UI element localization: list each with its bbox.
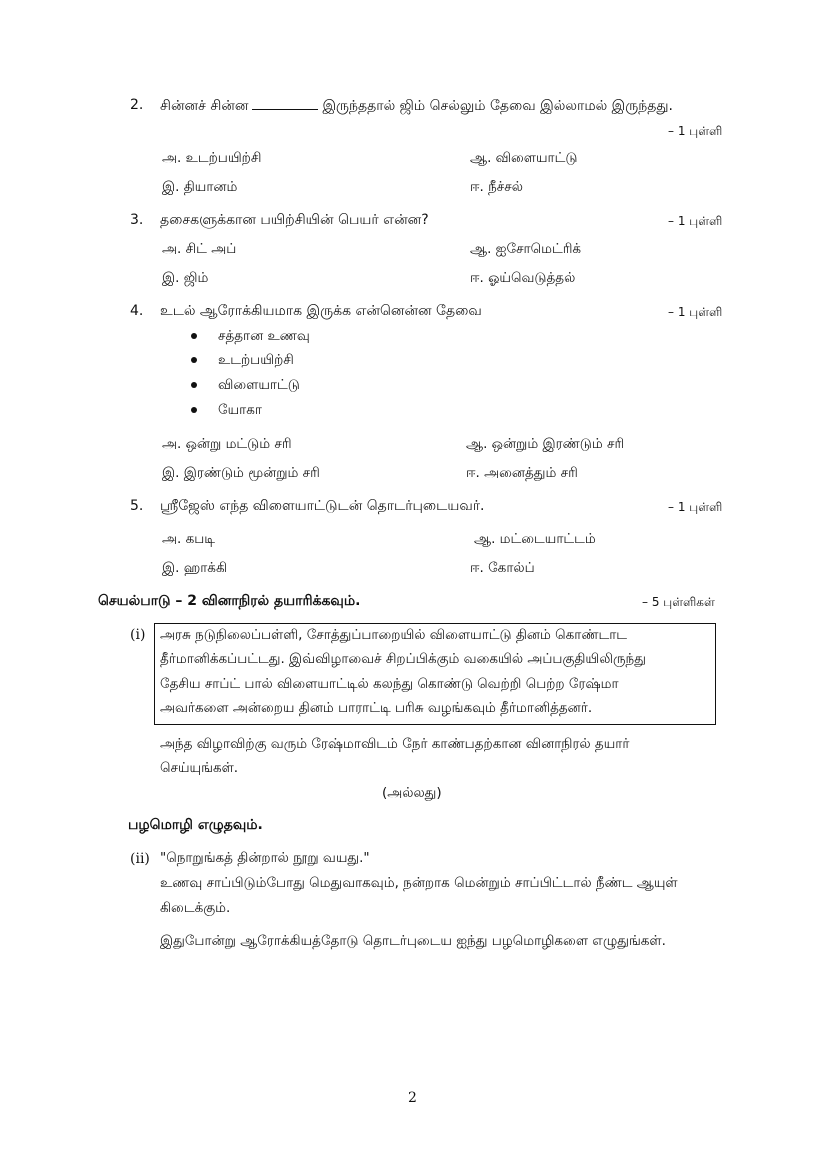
question-text: [160, 97, 673, 116]
proverb-heading: பழமொழி எழுதவும்.: [128, 817, 263, 833]
question-text-after: இருந்ததால் ஜிம் செல்லும் தேவை இல்லாமல் இருந்தது.: [322, 98, 673, 114]
option-a: அ. ஒன்று மட்டும் சரி: [162, 436, 292, 452]
option-a: அ. உடற்பயிற்சி: [162, 150, 262, 166]
bullet-item: சத்தான உணவு: [218, 328, 310, 344]
bullet-item: உடற்பயிற்சி: [218, 352, 294, 368]
option-b: ஆ. மட்டையாட்டம்: [474, 531, 596, 547]
option-b: ஆ. விளையாட்டு: [470, 150, 578, 166]
marks-label: – 1 புள்ளி: [668, 305, 723, 319]
option-a: அ. சிட் அப்: [162, 241, 237, 257]
or-label: (அல்லது): [382, 785, 442, 801]
item-number: (ii): [130, 851, 150, 867]
instruction-line: அந்த விழாவிற்கு வரும் ரேஷ்மாவிடம் நேர் காண்பதற்கான வினாநிரல் தயார்: [160, 736, 630, 752]
marks-label: – 1 புள்ளி: [668, 124, 723, 138]
answer-blank: [252, 97, 318, 110]
proverb-explanation: உணவு சாப்பிடும்போது மெதுவாகவும், நன்றாக மென்றும் சாப்பிட்டால் நீண்ட ஆயுள்: [160, 875, 678, 891]
question-number: 5.: [130, 498, 144, 514]
option-c: இ. ஹாக்கி: [162, 560, 228, 576]
question-text-before: சின்னச் சின்ன: [160, 98, 249, 114]
passage-line: அரசு நடுநிலைப்பள்ளி, சோத்துப்பாறையில் விளையாட்டு தினம் கொண்டாட: [160, 627, 628, 643]
option-d: ஈ. கோல்ப்: [470, 560, 535, 576]
item-number: (i): [130, 627, 146, 643]
option-c: இ. ஜிம்: [162, 270, 209, 286]
question-text: தசைகளுக்கான பயிற்சியின் பெயர் என்ன?: [160, 212, 429, 228]
final-instruction: இதுபோன்று ஆரோக்கியத்தோடு தொடர்புடைய ஐந்து பழமொழிகளை எழுதுங்கள்.: [160, 933, 666, 949]
option-a: அ. கபடி: [162, 531, 216, 547]
bullet-dot: [191, 407, 197, 413]
bullet-dot: [191, 382, 197, 388]
option-c: இ. இரண்டும் மூன்றும் சரி: [162, 465, 320, 481]
page-number: 2: [408, 1090, 417, 1106]
proverb-quote: "நொறுங்கத் தின்றால் நூறு வயது.": [160, 850, 370, 866]
marks-label: – 1 புள்ளி: [668, 214, 723, 228]
question-text: ஸ்ரீஜேஸ் எந்த விளையாட்டுடன் தொடர்புடையவர்.: [160, 498, 485, 514]
instruction-line: செய்யுங்கள்.: [160, 760, 239, 776]
question-text: உடல் ஆரோக்கியமாக இருக்க என்னென்ன தேவை: [160, 303, 482, 319]
option-d: ஈ. ஓய்வெடுத்தல்: [470, 270, 576, 286]
passage-line: தேசிய சாப்ட் பால் விளையாட்டில் கலந்து கொண்டு வெற்றி பெற்ற ரேஷ்மா: [160, 676, 619, 692]
activity-title: செயல்பாடு – 2 வினாநிரல் தயாரிக்கவும்.: [98, 593, 361, 609]
option-d: ஈ. அனைத்தும் சரி: [466, 465, 578, 481]
question-number: 3.: [130, 212, 144, 228]
passage-line: அவர்களை அன்றைய தினம் பாராட்டி பரிசு வழங்கவும் தீர்மானித்தனர்.: [160, 700, 593, 716]
bullet-item: யோகா: [218, 402, 262, 418]
proverb-explanation: கிடைக்கும்.: [160, 900, 231, 916]
option-b: ஆ. ஒன்றும் இரண்டும் சரி: [466, 436, 625, 452]
question-number: 4.: [130, 303, 144, 319]
question-number: 2.: [130, 97, 144, 113]
marks-label: – 1 புள்ளி: [668, 500, 723, 514]
marks-label: – 5 புள்ளிகள்: [642, 595, 715, 609]
bullet-dot: [191, 333, 197, 339]
option-d: ஈ. நீச்சல்: [470, 179, 523, 195]
bullet-dot: [191, 357, 197, 363]
option-b: ஆ. ஐசோமெட்ரிக்: [470, 241, 582, 257]
passage-line: தீர்மானிக்கப்பட்டது. இவ்விழாவைச் சிறப்பிக்கும் வகையில் அப்பகுதியிலிருந்து: [160, 651, 646, 667]
bullet-item: விளையாட்டு: [218, 377, 300, 393]
option-c: இ. தியானம்: [162, 179, 238, 195]
